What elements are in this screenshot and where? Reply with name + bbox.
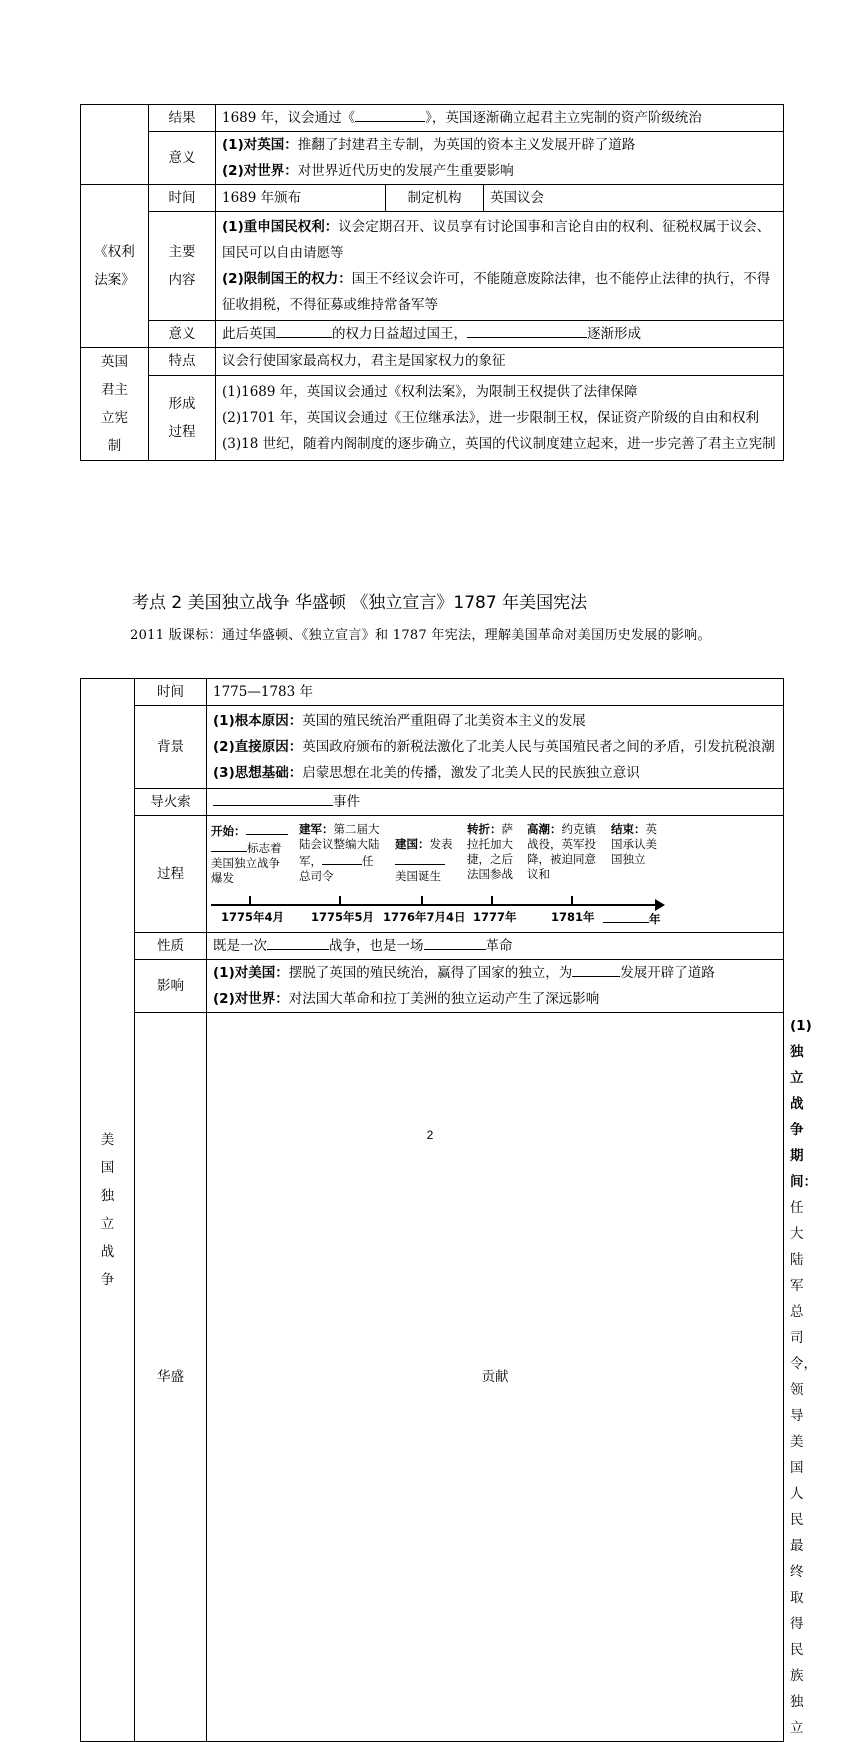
time-value: 1689 年颁布 — [216, 185, 386, 212]
process-item: (1)1689 年，英国议会通过《权利法案》，为限制王权提供了法律保障 — [222, 383, 638, 400]
timeline-tick — [491, 896, 493, 906]
time-label: 时间 — [135, 679, 207, 706]
process-label: 形成过程 — [149, 375, 216, 460]
trigger-label: 导火索 — [135, 789, 207, 816]
contribution-label: 贡献 — [207, 1013, 784, 1742]
timeline-date-blank: 年 — [603, 910, 661, 927]
nature-text: 既是一次 战争，也是一场 革命 — [207, 933, 784, 960]
result-text: 1689 年，议会通过《 》，英国逐渐确立起君主立宪制的资产阶级统治 — [216, 105, 784, 132]
impact-text: (1)对美国：摆脱了英国的殖民统治，赢得了国家的独立，为 发展开辟了道路 (2)对世界：对法国大革命和拉丁美洲的独立运动产生了深远影响 — [207, 960, 784, 1013]
trigger-text: 事件 — [207, 789, 784, 816]
fill-blank — [322, 852, 362, 865]
fill-blank — [276, 323, 332, 338]
page-number: 2 — [426, 1128, 434, 1142]
empty-group-cell — [81, 105, 149, 185]
timeline-date: 1776年7月4日 — [383, 910, 466, 924]
bill-significance-label: 意义 — [149, 321, 216, 348]
timeline-event-nation: 建国：发表 美国诞生 — [395, 837, 453, 883]
timeline-axis — [211, 904, 661, 906]
timeline-tick — [249, 896, 251, 906]
time-value: 1775—1783 年 — [207, 679, 784, 706]
timeline-tick — [571, 896, 573, 906]
significance-text: (1)对英国：推翻了封建君主专制，为英国的资本主义发展开辟了道路 (2)对世界：对世界近代历史的发展产生重要影响 — [216, 132, 784, 185]
time-label: 时间 — [149, 185, 216, 212]
fill-blank — [355, 107, 425, 122]
background-text: (1)根本原因：英国的殖民统治严重阻碍了北美资本主义的发展 (2)直接原因：英国政府颁布的新税法激化了北美人民与英国殖民者之间的矛盾，引发抗税浪潮 (3)思想基础：启蒙思想在北美的传播，激发了北美人民的民族独立意识 — [207, 706, 784, 789]
process-item: (2)1701 年，英国议会通过《王位继承法》，进一步限制王权，保证资产阶级的自由和权利 — [222, 409, 760, 426]
fill-blank — [211, 839, 247, 852]
fill-blank — [572, 962, 620, 977]
timeline-tick — [339, 896, 341, 906]
group-washington: 华盛 — [135, 1013, 207, 1742]
process-timeline-cell — [207, 816, 784, 933]
fill-blank — [267, 935, 329, 950]
fill-blank — [395, 852, 445, 865]
feature-value: 议会行使国家最高权力，君主是国家权力的象征 — [216, 348, 784, 376]
feature-label: 特点 — [149, 348, 216, 376]
curriculum-standard: 2011 版课标：通过华盛顿、《独立宣言》和 1787 年宪法，理解美国革命对美国历史发展的影响。 — [130, 628, 711, 643]
timeline-date: 1777年 — [473, 910, 517, 924]
background-label: 背景 — [135, 706, 207, 789]
result-label: 结果 — [149, 105, 216, 132]
process-label: 过程 — [135, 816, 207, 933]
war-timeline — [211, 820, 777, 932]
timeline-event-climax: 高潮：约克镇 战役，英军投 降，被迫同意 议和 — [527, 822, 596, 881]
content-text: (1)重申国民权利：议会定期召开、议员享有讨论国事和言论自由的权利、征税权属于议会、国民可以自由请愿等 (2)限制国王的权力：国王不经议会许可，不能随意废除法律，也不能停止法律的执行，不得征收捐税，不得征募或维持常备军等 — [216, 212, 784, 321]
group-bill-of-rights: 《权利法案》 — [81, 185, 149, 348]
timeline-event-start: 开始： 标志着 美国独立战争 爆发 — [211, 822, 297, 886]
uk-bill-table — [80, 104, 784, 461]
process-item: (3)18 世纪，随着内阁制度的逐步确立，英国的代议制度建立起来，进一步完善了君主立宪制 — [222, 435, 776, 452]
fill-blank — [424, 935, 486, 950]
org-value: 英国议会 — [484, 185, 784, 212]
timeline-tick — [421, 896, 423, 906]
timeline-event-turning: 转折：萨 拉托加大 捷，之后 法国参战 — [467, 822, 513, 881]
fill-blank — [467, 323, 587, 338]
timeline-event-end: 结束：英 国承认美 国独立 — [611, 822, 657, 866]
process-text — [216, 375, 784, 460]
org-label: 制定机构 — [386, 185, 484, 212]
nature-label: 性质 — [135, 933, 207, 960]
timeline-event-army: 建军：第二届大 陆会议整编大陆 军， 任 总司令 — [299, 822, 380, 883]
timeline-date: 1775年4月 — [221, 910, 285, 924]
group-independence-war: 美国独立战争 — [81, 679, 135, 1742]
significance-label: 意义 — [149, 132, 216, 185]
group-constitutional-monarchy: 英国君主立宪制 — [81, 348, 149, 461]
fill-blank — [246, 822, 288, 835]
fill-blank — [603, 910, 649, 923]
fill-blank — [213, 791, 333, 806]
section-title: 考点 2 美国独立战争 华盛顿 《独立宣言》1787 年美国宪法 — [132, 593, 588, 613]
content-label: 主要内容 — [149, 212, 216, 321]
impact-label: 影响 — [135, 960, 207, 1013]
timeline-date: 1775年5月 — [311, 910, 375, 924]
timeline-date: 1781年 — [551, 910, 595, 924]
us-war-table: 美国独立战争 时间 1775—1783 年 背景 (1)根本原因：英国的殖民统治严重阻碍了北美资本主义的发展 (2)直接原因：英国政府颁布的新税法激化了北美人民与英国殖民者之间的矛盾，引发抗税浪潮 (3)思想基础：启蒙思想在北美的传播，激发了北美人民的民族独立意识 导火索 事件 过程 开始： 标志着 美国独立战争 爆发 建军：第二届大 陆会议整编大陆 军， 任 总司令 建国：发表 美国诞生 转折：萨 拉托加大 捷，之后 法国参战 高潮：约克镇 战役，英军投 降，被迫同意 议和 结束：英 国承认美 国独立 1775年4月 1775年5月 1776年7月4日 1777年 1781年 年 性质 既是一次 战争，也是一场 革命 影响 (1)对美国：摆脱了英国的殖民统治，赢得了国家的独立，为 发展开辟了道路 (2)对世界：对法国大革命和拉丁美洲的独立运动产生了深远影响 华盛 贡献 (1)独立战争期间：任大陆军总司令，领导美国人民最终取得民族独立 — [80, 678, 784, 1742]
bill-significance-text: 此后英国 的权力日益超过国王， 逐渐形成 — [216, 321, 784, 348]
